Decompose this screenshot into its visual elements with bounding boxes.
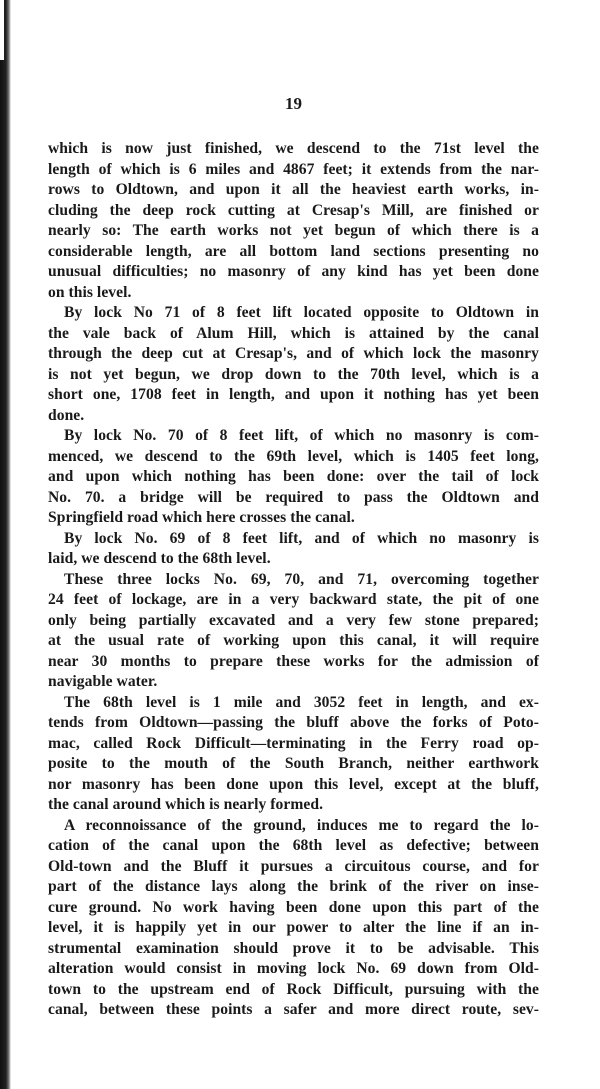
text-line: strumental examination should prove it to be advisable. This xyxy=(48,939,539,957)
paragraph xyxy=(48,816,539,1021)
text-line: menced, we descend to the 69th level, which is 1405 feet long, xyxy=(48,447,539,465)
text-line: cluding the deep rock cutting at Cresap's Mill, are finished or xyxy=(48,201,539,219)
text-line: Springfield road which here crosses the canal. xyxy=(48,509,355,526)
text-line: tends from Oldtown—passing the bluff above the forks of Poto- xyxy=(48,714,539,731)
text-line: unusual difficulties; no masonry of any kind has yet been done xyxy=(48,263,539,280)
paragraph xyxy=(48,139,539,303)
text-line: at the usual rate of working upon this canal, it will require xyxy=(48,632,539,649)
text-line: and upon which nothing has been done: over the tail of lock xyxy=(48,468,539,485)
text-line: level, it is happily yet in our power to alter the line if an in- xyxy=(48,919,539,936)
paragraph xyxy=(48,303,539,426)
text-line: length of which is 6 miles and 4867 feet; it extends from the nar- xyxy=(48,160,539,178)
text-line: No. 70. a bridge will be required to pass the Oldtown and xyxy=(48,488,539,506)
text-line: A reconnoissance of the ground, induces me to regard the lo- xyxy=(64,816,539,834)
text-line: By lock No. 70 of 8 feet lift, of which no masonry is com- xyxy=(64,427,539,444)
paragraph xyxy=(48,693,539,816)
paragraph xyxy=(48,570,539,693)
page-number: 19 xyxy=(285,94,302,113)
text-line: navigable water. xyxy=(48,673,158,690)
text-line: laid, we descend to the 68th level. xyxy=(48,550,271,567)
text-line: By lock No. 69 of 8 feet lift, and of which no masonry is xyxy=(64,529,539,547)
text-line: only being partially excavated and a very few stone prepared; xyxy=(48,611,539,629)
text-line: which is now just finished, we descend to the 71st level the xyxy=(48,140,539,157)
text-line: cure ground. No work having been done upon this part of the xyxy=(48,898,539,916)
text-line: the vale back of Alum Hill, which is attained by the canal xyxy=(48,324,539,342)
text-line: mac, called Rock Difficult—terminating in the Ferry road op- xyxy=(48,734,539,752)
text-line: canal, between these points a safer and more direct route, sev- xyxy=(48,1001,539,1018)
text-line: cation of the canal upon the 68th level as defective; between xyxy=(48,837,539,854)
text-line: is not yet begun, we drop down to the 70th level, which is a xyxy=(48,365,539,383)
text-line: alteration would consist in moving lock No. 69 down from Old- xyxy=(48,960,539,977)
text-line: considerable length, are all bottom land sections presenting no xyxy=(48,242,539,260)
text-line: on this level. xyxy=(48,283,132,301)
text-line: Old-town and the Bluff it pursues a circuitous course, and for xyxy=(48,857,539,875)
text-line: done. xyxy=(48,406,85,424)
paragraph xyxy=(48,426,539,529)
text-line: These three locks No. 69, 70, and 71, overcoming together xyxy=(64,570,539,588)
text-line: near 30 months to prepare these works for the admission of xyxy=(48,652,539,670)
text-line: part of the distance lays along the brink of the river on inse- xyxy=(48,878,539,895)
text-line: By lock No 71 of 8 feet lift located opposite to Oldtown in xyxy=(64,304,539,321)
text-line: short one, 1708 feet in length, and upon it nothing has yet been xyxy=(48,386,539,403)
text-line: The 68th level is 1 mile and 3052 feet in length, and ex- xyxy=(64,693,539,711)
text-line: nor masonry has been done upon this level, except at the bluff, xyxy=(48,775,539,793)
text-line: posite to the mouth of the South Branch, neither earthwork xyxy=(48,755,539,772)
text-line: 24 feet of lockage, are in a very backward state, the pit of one xyxy=(48,591,539,608)
paragraph xyxy=(48,529,539,570)
text-line: through the deep cut at Cresap's, and of which lock the masonry xyxy=(48,345,539,362)
text-line: rows to Oldtown, and upon it all the heaviest earth works, in- xyxy=(48,181,539,198)
text-line: the canal around which is nearly formed. xyxy=(48,796,324,813)
text-line: nearly so: The earth works not yet begun of which there is a xyxy=(48,222,539,239)
body-text xyxy=(48,139,539,1021)
book-binding-edge xyxy=(0,0,11,1089)
binding-gap xyxy=(0,0,4,60)
text-line: town to the upstream end of Rock Difficult, pursuing with the xyxy=(48,980,539,998)
